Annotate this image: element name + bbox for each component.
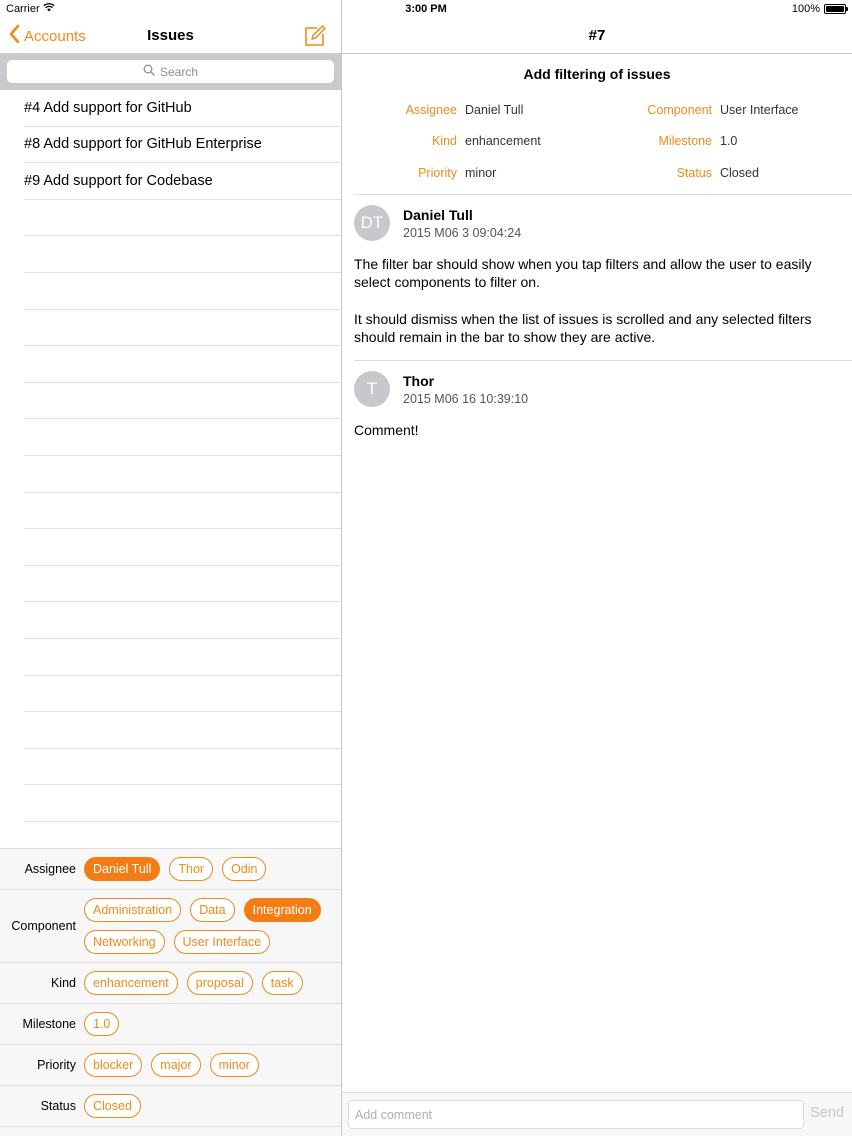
filter-chip[interactable]: Odin [222, 857, 266, 881]
filter-label: Milestone [22, 1017, 76, 1031]
filter-label: Priority [37, 1058, 76, 1072]
filter-label: Status [40, 1099, 76, 1113]
empty-row [24, 419, 341, 456]
kind-value: enhancement [465, 134, 541, 149]
carrier-label: Carrier [6, 3, 40, 15]
comment-body: Comment! [354, 422, 419, 438]
assignee-label: Assignee [405, 102, 457, 117]
milestone-label: Milestone [658, 134, 712, 149]
detail-navbar [342, 18, 852, 54]
search-bar [0, 54, 341, 90]
comment-input[interactable] [348, 1100, 804, 1129]
divider [354, 360, 852, 361]
page-title: Issues [147, 27, 194, 44]
priority-value: minor [465, 165, 497, 180]
issue-number-title: #7 [588, 27, 606, 44]
empty-row [24, 676, 341, 713]
comment-author: Daniel Tull [403, 206, 473, 223]
filter-chip[interactable]: 1.0 [84, 1012, 119, 1036]
search-placeholder: Search [159, 64, 199, 79]
status-label: Status [676, 165, 712, 180]
filter-chip[interactable]: Networking [84, 930, 165, 954]
comment-author: Thor [403, 372, 435, 389]
filter-chip[interactable]: major [151, 1053, 200, 1077]
comment [354, 205, 840, 346]
issue-title: Add filtering of issues [523, 66, 671, 82]
empty-row [24, 785, 341, 822]
issue-metadata [342, 94, 852, 189]
filter-chip[interactable]: task [262, 971, 303, 995]
empty-row [24, 383, 341, 420]
assignee-value: Daniel Tull [465, 102, 524, 117]
filter-chip[interactable]: Integration [244, 898, 321, 922]
filter-chip[interactable]: Administration [84, 898, 181, 922]
filter-row-priority [0, 1045, 341, 1086]
search-input[interactable] [7, 60, 334, 83]
status-value: Closed [720, 165, 759, 180]
issue-row-label: #9 Add support for Codebase [24, 172, 213, 189]
back-button-label: Accounts [24, 27, 86, 45]
kind-label: Kind [431, 134, 457, 149]
filter-row-status [0, 1086, 341, 1127]
filter-row-assignee [0, 849, 341, 890]
filter-label: Component [11, 919, 76, 933]
filter-chip[interactable]: minor [210, 1053, 259, 1077]
battery-icon [824, 4, 846, 14]
empty-row [24, 493, 341, 530]
search-icon [143, 64, 155, 79]
empty-row [24, 200, 341, 237]
empty-row [24, 273, 341, 310]
issue-row-label: #4 Add support for GitHub [24, 99, 192, 116]
send-button[interactable]: Send [810, 1105, 844, 1121]
status-bar [0, 0, 852, 18]
filter-chip[interactable]: Thor [169, 857, 213, 881]
empty-row [24, 749, 341, 786]
empty-row [24, 529, 341, 566]
divider [354, 194, 852, 195]
empty-row [24, 712, 341, 749]
compose-icon[interactable] [303, 24, 327, 48]
avatar: T [354, 371, 390, 407]
comment-compose-bar [342, 1092, 852, 1136]
empty-row [24, 236, 341, 273]
filter-chip[interactable]: Daniel Tull [84, 857, 160, 881]
comment-body: The filter bar should show when you tap filters and allow the user to easily select components to filter on. It should dismiss when the list of issues is scrolled and any selected filters should remain in the bar to show they are active. [354, 256, 812, 346]
comment-date: 2015 M06 16 10:39:10 [403, 391, 529, 406]
issue-row[interactable] [24, 127, 341, 164]
empty-row [24, 566, 341, 603]
empty-row [24, 310, 341, 347]
filter-chip[interactable]: User Interface [174, 930, 271, 954]
priority-label: Priority [418, 165, 457, 180]
issue-row[interactable] [24, 163, 341, 200]
filter-chip[interactable]: enhancement [84, 971, 178, 995]
avatar: DT [354, 205, 390, 241]
master-navbar [0, 18, 341, 54]
issue-row-label: #8 Add support for GitHub Enterprise [24, 136, 262, 153]
filter-row-kind [0, 963, 341, 1004]
milestone-value: 1.0 [720, 134, 738, 149]
empty-row [24, 456, 341, 493]
comment-date: 2015 M06 3 09:04:24 [403, 225, 522, 240]
master-pane [0, 0, 341, 1136]
filter-chip[interactable]: proposal [187, 971, 253, 995]
filter-row-component [0, 890, 341, 963]
status-time: 3:00 PM [405, 3, 447, 15]
component-value: User Interface [720, 102, 799, 117]
detail-pane [342, 0, 852, 1136]
issue-row[interactable] [24, 90, 341, 127]
filter-chip[interactable]: blocker [84, 1053, 142, 1077]
filter-label: Kind [50, 976, 76, 990]
filter-label: Assignee [24, 862, 76, 876]
empty-row [24, 639, 341, 676]
empty-row [24, 346, 341, 383]
issue-list [0, 90, 341, 848]
battery-percent: 100% [791, 3, 820, 15]
filter-chip[interactable]: Data [190, 898, 234, 922]
filter-row-milestone [0, 1004, 341, 1045]
comment [354, 371, 840, 439]
empty-row [24, 602, 341, 639]
component-label: Component [647, 102, 712, 117]
filter-chip[interactable]: Closed [84, 1094, 141, 1118]
filter-panel [0, 848, 341, 1136]
